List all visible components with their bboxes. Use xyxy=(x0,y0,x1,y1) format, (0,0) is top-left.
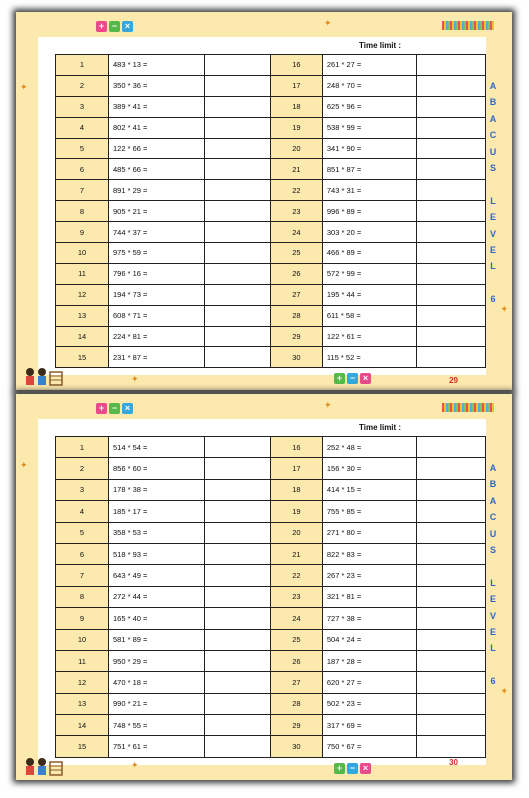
minus-icon: − xyxy=(347,763,358,774)
answer-cell[interactable] xyxy=(205,347,276,368)
table-row xyxy=(271,284,486,305)
table-row xyxy=(56,305,276,326)
problem-number: 22 xyxy=(271,180,323,201)
table-row xyxy=(56,458,276,479)
problem-number: 2 xyxy=(56,458,109,479)
kids-with-abacus-icon xyxy=(20,756,64,778)
side-label-abacus-level: A B A C U S L E V E L 6 xyxy=(489,463,497,687)
answer-cell[interactable] xyxy=(416,715,485,736)
table-row xyxy=(271,672,486,693)
problem-expression: 156 * 30 = xyxy=(322,458,416,479)
page-number: 29 xyxy=(449,376,458,385)
table-row xyxy=(271,138,486,159)
table-row xyxy=(271,201,486,222)
sparkle-icon: ✦ xyxy=(131,374,139,384)
answer-cell[interactable] xyxy=(416,55,485,76)
answer-cell[interactable] xyxy=(205,96,276,117)
problem-expression: 483 * 13 = xyxy=(109,55,205,76)
problem-number: 9 xyxy=(56,222,109,243)
problem-expression: 643 * 49 = xyxy=(109,565,205,586)
ruler-icon xyxy=(442,21,494,30)
minus-icon: − xyxy=(109,403,120,414)
table-row xyxy=(56,736,276,757)
problem-number: 15 xyxy=(56,736,109,757)
answer-cell[interactable] xyxy=(416,458,485,479)
answer-cell[interactable] xyxy=(205,565,276,586)
table-row xyxy=(56,672,276,693)
problem-expression: 751 * 61 = xyxy=(109,736,205,757)
problem-number: 11 xyxy=(56,650,109,671)
problem-expression: 748 * 55 = xyxy=(109,715,205,736)
problem-number: 22 xyxy=(271,565,323,586)
problem-number: 7 xyxy=(56,565,109,586)
table-row xyxy=(271,736,486,757)
problem-number: 29 xyxy=(271,326,323,347)
problem-number: 4 xyxy=(56,501,109,522)
answer-cell[interactable] xyxy=(416,117,485,138)
problem-number: 10 xyxy=(56,243,109,264)
problem-expression: 303 * 20 = xyxy=(322,222,416,243)
problem-number: 17 xyxy=(271,75,323,96)
problems-table-left xyxy=(55,54,276,368)
problem-number: 12 xyxy=(56,284,109,305)
answer-cell[interactable] xyxy=(416,693,485,714)
problem-number: 9 xyxy=(56,608,109,629)
problem-number: 28 xyxy=(271,305,323,326)
answer-cell[interactable] xyxy=(205,75,276,96)
table-row xyxy=(56,629,276,650)
answer-cell[interactable] xyxy=(205,263,276,284)
problem-expression: 122 * 66 = xyxy=(109,138,205,159)
problem-expression: 727 * 38 = xyxy=(322,608,416,629)
problem-number: 18 xyxy=(271,479,323,500)
problem-number: 25 xyxy=(271,243,323,264)
problem-expression: 187 * 28 = xyxy=(322,650,416,671)
problem-number: 5 xyxy=(56,138,109,159)
problem-expression: 271 * 80 = xyxy=(322,522,416,543)
problem-number: 6 xyxy=(56,159,109,180)
problem-number: 18 xyxy=(271,96,323,117)
answer-cell[interactable] xyxy=(205,117,276,138)
minus-icon: − xyxy=(109,21,120,32)
table-row xyxy=(271,650,486,671)
answer-cell[interactable] xyxy=(205,693,276,714)
answer-cell[interactable] xyxy=(205,55,276,76)
problem-number: 27 xyxy=(271,672,323,693)
table-row xyxy=(56,650,276,671)
problem-number: 3 xyxy=(56,479,109,500)
table-row xyxy=(56,565,276,586)
plus-icon: + xyxy=(334,763,345,774)
answer-cell[interactable] xyxy=(416,326,485,347)
table-row xyxy=(56,693,276,714)
problem-expression: 743 * 31 = xyxy=(322,180,416,201)
answer-cell[interactable] xyxy=(416,650,485,671)
answer-cell[interactable] xyxy=(416,608,485,629)
math-icons-header xyxy=(96,21,133,32)
table-row xyxy=(271,437,486,458)
answer-cell[interactable] xyxy=(205,159,276,180)
multiply-icon: × xyxy=(122,403,133,414)
problem-expression: 341 * 90 = xyxy=(322,138,416,159)
problem-expression: 389 * 41 = xyxy=(109,96,205,117)
problem-expression: 224 * 81 = xyxy=(109,326,205,347)
problem-number: 30 xyxy=(271,736,323,757)
answer-cell[interactable] xyxy=(205,222,276,243)
problem-number: 6 xyxy=(56,543,109,564)
multiply-icon: × xyxy=(122,21,133,32)
problem-expression: 608 * 71 = xyxy=(109,305,205,326)
plus-icon: + xyxy=(96,21,107,32)
problem-expression: 194 * 73 = xyxy=(109,284,205,305)
table-row xyxy=(271,543,486,564)
answer-cell[interactable] xyxy=(416,672,485,693)
problem-expression: 195 * 44 = xyxy=(322,284,416,305)
answer-cell[interactable] xyxy=(205,180,276,201)
table-row xyxy=(56,608,276,629)
table-row xyxy=(56,55,276,76)
problem-expression: 851 * 87 = xyxy=(322,159,416,180)
answer-cell[interactable] xyxy=(416,180,485,201)
answer-cell[interactable] xyxy=(205,586,276,607)
problem-expression: 466 * 89 = xyxy=(322,243,416,264)
problem-expression: 744 * 37 = xyxy=(109,222,205,243)
answer-cell[interactable] xyxy=(205,437,276,458)
problem-number: 20 xyxy=(271,522,323,543)
problem-expression: 514 * 54 = xyxy=(109,437,205,458)
answer-cell[interactable] xyxy=(205,326,276,347)
table-row xyxy=(56,284,276,305)
problem-number: 27 xyxy=(271,284,323,305)
table-row xyxy=(56,326,276,347)
answer-cell[interactable] xyxy=(205,672,276,693)
answer-cell[interactable] xyxy=(416,75,485,96)
table-row xyxy=(56,201,276,222)
math-icons-header xyxy=(96,403,133,414)
table-row xyxy=(56,222,276,243)
sparkle-icon: ✦ xyxy=(20,460,28,470)
ruler-icon xyxy=(442,403,494,412)
problem-number: 16 xyxy=(271,437,323,458)
answer-cell[interactable] xyxy=(416,243,485,264)
answer-cell[interactable] xyxy=(416,159,485,180)
problem-number: 23 xyxy=(271,586,323,607)
problem-number: 12 xyxy=(56,672,109,693)
problem-number: 21 xyxy=(271,543,323,564)
problem-number: 3 xyxy=(56,96,109,117)
kids-with-abacus-icon xyxy=(20,366,64,388)
answer-cell[interactable] xyxy=(205,479,276,500)
problem-expression: 350 * 36 = xyxy=(109,75,205,96)
table-row xyxy=(271,305,486,326)
problem-expression: 611 * 58 = xyxy=(322,305,416,326)
table-row xyxy=(56,75,276,96)
table-row xyxy=(56,437,276,458)
problem-number: 19 xyxy=(271,117,323,138)
problem-expression: 272 * 44 = xyxy=(109,586,205,607)
table-row xyxy=(56,180,276,201)
page-number: 30 xyxy=(449,758,458,767)
table-row xyxy=(271,629,486,650)
problem-expression: 581 * 89 = xyxy=(109,629,205,650)
problem-expression: 891 * 29 = xyxy=(109,180,205,201)
problem-expression: 115 * 52 = xyxy=(322,347,416,368)
answer-cell[interactable] xyxy=(416,586,485,607)
answer-cell[interactable] xyxy=(416,222,485,243)
answer-cell[interactable] xyxy=(205,522,276,543)
problem-expression: 470 * 18 = xyxy=(109,672,205,693)
answer-cell[interactable] xyxy=(205,284,276,305)
table-row xyxy=(56,479,276,500)
problem-expression: 502 * 23 = xyxy=(322,693,416,714)
sparkle-icon: ✦ xyxy=(500,304,508,314)
problem-expression: 905 * 21 = xyxy=(109,201,205,222)
answer-cell[interactable] xyxy=(416,543,485,564)
multiply-icon: × xyxy=(360,373,371,384)
answer-cell[interactable] xyxy=(416,305,485,326)
table-row xyxy=(271,608,486,629)
problem-number: 26 xyxy=(271,650,323,671)
table-row xyxy=(271,458,486,479)
problems-table-right xyxy=(270,54,486,368)
problem-expression: 975 * 59 = xyxy=(109,243,205,264)
problem-expression: 518 * 93 = xyxy=(109,543,205,564)
sparkle-icon: ✦ xyxy=(20,82,28,92)
answer-cell[interactable] xyxy=(205,543,276,564)
problem-number: 8 xyxy=(56,201,109,222)
side-label-abacus-level: A B A C U S L E V E L 6 xyxy=(489,81,497,305)
answer-cell[interactable] xyxy=(416,284,485,305)
problem-expression: 252 * 48 = xyxy=(322,437,416,458)
problem-expression: 822 * 83 = xyxy=(322,543,416,564)
answer-cell[interactable] xyxy=(416,736,485,757)
table-row xyxy=(271,586,486,607)
problem-expression: 358 * 53 = xyxy=(109,522,205,543)
time-limit-label: Time limit : xyxy=(359,423,402,432)
table-row xyxy=(271,117,486,138)
problem-number: 30 xyxy=(271,347,323,368)
problem-number: 24 xyxy=(271,222,323,243)
problem-number: 17 xyxy=(271,458,323,479)
math-icons-footer xyxy=(334,373,371,384)
problem-expression: 414 * 15 = xyxy=(322,479,416,500)
problem-number: 5 xyxy=(56,522,109,543)
math-icons-footer xyxy=(334,763,371,774)
plus-icon: + xyxy=(96,403,107,414)
page-content xyxy=(38,37,486,375)
answer-cell[interactable] xyxy=(416,479,485,500)
table-row xyxy=(271,501,486,522)
table-row xyxy=(56,96,276,117)
problem-number: 23 xyxy=(271,201,323,222)
problem-number: 13 xyxy=(56,693,109,714)
problem-number: 28 xyxy=(271,693,323,714)
problem-number: 1 xyxy=(56,55,109,76)
problem-expression: 485 * 66 = xyxy=(109,159,205,180)
table-row xyxy=(271,222,486,243)
problem-number: 8 xyxy=(56,586,109,607)
problem-number: 10 xyxy=(56,629,109,650)
plus-icon: + xyxy=(334,373,345,384)
worksheet-page-29 xyxy=(16,12,512,390)
problem-expression: 755 * 85 = xyxy=(322,501,416,522)
problem-expression: 231 * 87 = xyxy=(109,347,205,368)
table-row xyxy=(271,522,486,543)
answer-cell[interactable] xyxy=(205,458,276,479)
problem-expression: 267 * 23 = xyxy=(322,565,416,586)
problem-number: 20 xyxy=(271,138,323,159)
answer-cell[interactable] xyxy=(205,715,276,736)
problem-number: 14 xyxy=(56,715,109,736)
table-row xyxy=(271,180,486,201)
answer-cell[interactable] xyxy=(205,608,276,629)
table-row xyxy=(271,55,486,76)
problem-expression: 261 * 27 = xyxy=(322,55,416,76)
problem-number: 1 xyxy=(56,437,109,458)
answer-cell[interactable] xyxy=(416,96,485,117)
table-row xyxy=(56,117,276,138)
time-limit-label: Time limit : xyxy=(359,41,402,50)
problem-number: 4 xyxy=(56,117,109,138)
multiply-icon: × xyxy=(360,763,371,774)
answer-cell[interactable] xyxy=(205,201,276,222)
sparkle-icon: ✦ xyxy=(324,400,332,410)
problem-expression: 122 * 61 = xyxy=(322,326,416,347)
table-row xyxy=(56,263,276,284)
problem-number: 7 xyxy=(56,180,109,201)
answer-cell[interactable] xyxy=(416,201,485,222)
table-row xyxy=(56,586,276,607)
problem-number: 29 xyxy=(271,715,323,736)
problem-expression: 802 * 41 = xyxy=(109,117,205,138)
problem-expression: 504 * 24 = xyxy=(322,629,416,650)
table-row xyxy=(56,543,276,564)
table-row xyxy=(271,565,486,586)
problem-expression: 178 * 38 = xyxy=(109,479,205,500)
table-row xyxy=(271,75,486,96)
answer-cell[interactable] xyxy=(205,243,276,264)
answer-cell[interactable] xyxy=(416,522,485,543)
answer-cell[interactable] xyxy=(416,629,485,650)
problem-expression: 750 * 67 = xyxy=(322,736,416,757)
minus-icon: − xyxy=(347,373,358,384)
table-row xyxy=(271,159,486,180)
problem-expression: 950 * 29 = xyxy=(109,650,205,671)
problem-number: 14 xyxy=(56,326,109,347)
problem-number: 11 xyxy=(56,263,109,284)
problem-expression: 185 * 17 = xyxy=(109,501,205,522)
problems-table-right xyxy=(270,436,486,758)
table-row xyxy=(56,522,276,543)
answer-cell[interactable] xyxy=(416,565,485,586)
table-row xyxy=(56,243,276,264)
answer-cell[interactable] xyxy=(416,501,485,522)
problem-number: 24 xyxy=(271,608,323,629)
problem-number: 2 xyxy=(56,75,109,96)
problem-expression: 625 * 96 = xyxy=(322,96,416,117)
answer-cell[interactable] xyxy=(205,501,276,522)
answer-cell[interactable] xyxy=(205,305,276,326)
table-row xyxy=(271,347,486,368)
problem-expression: 856 * 60 = xyxy=(109,458,205,479)
table-row xyxy=(56,347,276,368)
problem-expression: 248 * 70 = xyxy=(322,75,416,96)
problem-number: 21 xyxy=(271,159,323,180)
answer-cell[interactable] xyxy=(416,263,485,284)
answer-cell[interactable] xyxy=(205,736,276,757)
answer-cell[interactable] xyxy=(416,437,485,458)
sparkle-icon: ✦ xyxy=(131,760,139,770)
table-row xyxy=(271,96,486,117)
problem-expression: 317 * 69 = xyxy=(322,715,416,736)
table-row xyxy=(56,501,276,522)
problem-number: 25 xyxy=(271,629,323,650)
table-row xyxy=(271,326,486,347)
table-row xyxy=(56,159,276,180)
table-row xyxy=(271,479,486,500)
sparkle-icon: ✦ xyxy=(500,686,508,696)
answer-cell[interactable] xyxy=(416,347,485,368)
table-row xyxy=(271,263,486,284)
problem-number: 26 xyxy=(271,263,323,284)
problem-expression: 572 * 99 = xyxy=(322,263,416,284)
worksheet-page-30 xyxy=(16,394,512,780)
table-row xyxy=(271,715,486,736)
problem-expression: 620 * 27 = xyxy=(322,672,416,693)
table-row xyxy=(271,693,486,714)
answer-cell[interactable] xyxy=(205,138,276,159)
sparkle-icon: ✦ xyxy=(324,18,332,28)
problem-expression: 796 * 16 = xyxy=(109,263,205,284)
problem-number: 16 xyxy=(271,55,323,76)
table-row xyxy=(56,715,276,736)
problem-number: 19 xyxy=(271,501,323,522)
problem-expression: 538 * 99 = xyxy=(322,117,416,138)
problem-number: 13 xyxy=(56,305,109,326)
page-content xyxy=(38,419,486,765)
table-row xyxy=(271,243,486,264)
problem-expression: 321 * 81 = xyxy=(322,586,416,607)
problems-table-left xyxy=(55,436,276,758)
problem-expression: 990 * 21 = xyxy=(109,693,205,714)
table-row xyxy=(56,138,276,159)
answer-cell[interactable] xyxy=(205,629,276,650)
problem-number: 15 xyxy=(56,347,109,368)
problem-expression: 996 * 89 = xyxy=(322,201,416,222)
problem-expression: 165 * 40 = xyxy=(109,608,205,629)
answer-cell[interactable] xyxy=(205,650,276,671)
answer-cell[interactable] xyxy=(416,138,485,159)
